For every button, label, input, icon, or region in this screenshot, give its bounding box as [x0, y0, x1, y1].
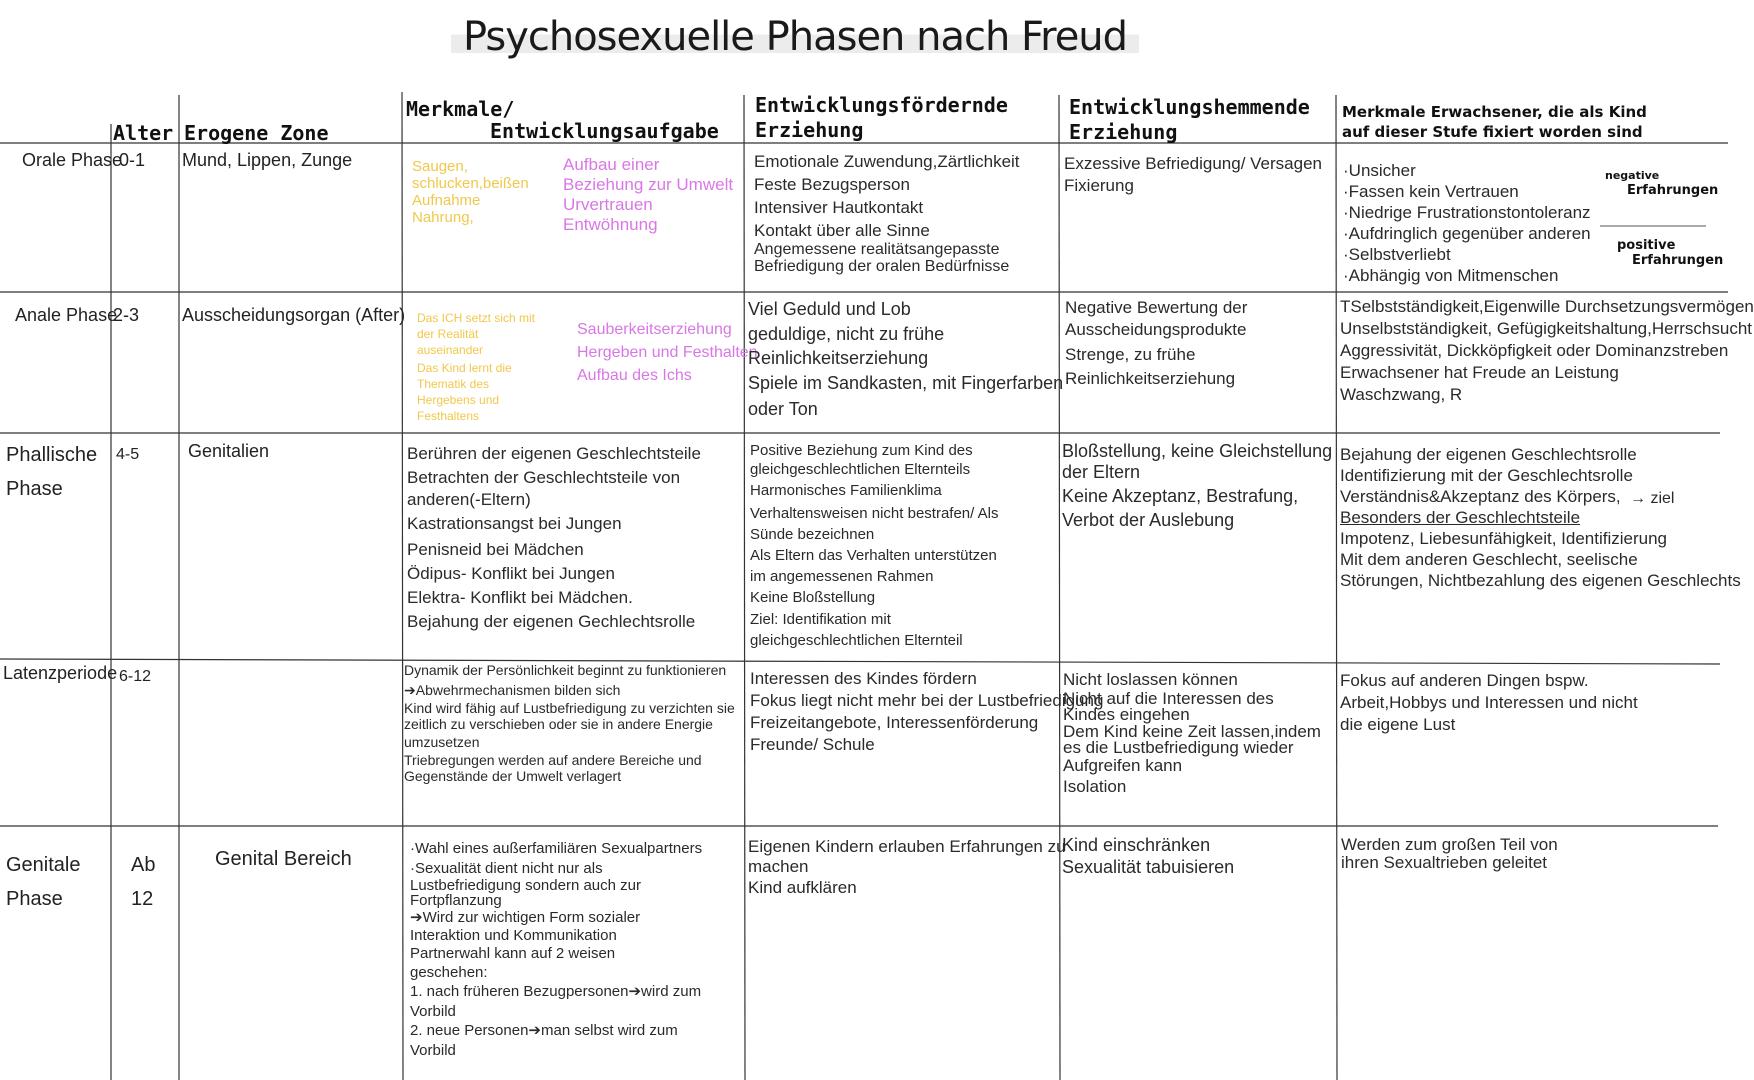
- text-line: Ausscheidungsprodukte: [1065, 320, 1247, 339]
- text-line: Impotenz, Liebesunfähigkeit, Identifizierung: [1340, 529, 1667, 548]
- text-line: es die Lustbefriedigung wieder: [1063, 738, 1294, 757]
- text-line: Bloßstellung, keine Gleichstellung: [1062, 441, 1333, 461]
- text-line: Aufbau des Ichs: [577, 367, 692, 384]
- merkmale-yellow-oral: [412, 158, 562, 268]
- text-line: Berühren der eigenen Geschlechtsteile: [407, 444, 701, 463]
- text-line: Ab: [131, 854, 156, 876]
- text-line: Befriedigung der oralen Bedürfnisse: [754, 258, 1010, 275]
- text-line: Hergeben und Festhalten: [577, 344, 758, 361]
- zone-genital: Genital Bereich: [215, 848, 352, 870]
- text-line: Nahrung,: [412, 209, 474, 226]
- phase-label-anal: Anale Phase: [15, 305, 118, 325]
- text-line: Aufgreifen kann: [1063, 756, 1183, 775]
- text-line: Das Kind lernt die: [417, 361, 512, 375]
- text-line: 2. neue Personen➔man selbst wird zum: [410, 1022, 678, 1039]
- text-line: Reinlichkeitserziehung: [1065, 369, 1236, 388]
- text-line: Fixierung: [1064, 176, 1134, 195]
- text-line: der Eltern: [1062, 462, 1141, 482]
- text-line: Elektra- Konflikt bei Mädchen.: [407, 588, 633, 607]
- text-line: Mit dem anderen Geschlecht, seelische: [1340, 550, 1638, 569]
- merkmale-pink-anal: [577, 318, 758, 398]
- text-line: Erfahrungen: [1632, 253, 1724, 268]
- text-line: Phase: [6, 888, 63, 910]
- text-line: Sünde bezeichnen: [750, 526, 875, 543]
- text-line: Aggressivität, Dickköpfigkeit oder Dominanzstreben: [1340, 341, 1729, 360]
- text-line: Erwachsener hat Freude an Leistung: [1340, 363, 1619, 382]
- text-line: Exzessive Befriedigung/ Versagen: [1064, 154, 1322, 173]
- text-line: Kind wird fähig auf Lustbefriedigung zu verzichten sie: [404, 700, 735, 716]
- text-line: Eigenen Kindern erlauben Erfahrungen zu: [748, 837, 1066, 856]
- text-line: Erfahrungen: [1627, 183, 1719, 198]
- foerdernd-genital: [748, 836, 1066, 916]
- text-line: Lustbefriedigung sondern auch zur: [410, 877, 641, 894]
- text-line: Kind aufklären: [748, 878, 857, 897]
- header-erogene-zone: Erogene Zone: [184, 121, 329, 145]
- text-line: Genitale: [6, 854, 81, 876]
- note-negative: [1605, 168, 1718, 198]
- phase-label-phallisch: [6, 438, 97, 506]
- text-line: Betrachten der Geschlechtsteile von: [407, 468, 681, 487]
- text-line: TSelbstständigkeit,Eigenwille Durchsetzungsvermögen: [1340, 297, 1754, 316]
- text-line: Gegenstände der Umwelt verlagert: [404, 768, 622, 784]
- erwachsen-latenz: [1340, 670, 1640, 750]
- text-line: Kindes eingehen: [1063, 705, 1190, 724]
- text-line: Hergebens und: [417, 393, 500, 407]
- zone-anal: Ausscheidungsorgan (After): [182, 305, 406, 325]
- text-line: Verständnis&Akzeptanz des Körpers,: [1340, 487, 1621, 506]
- merkmale-latenz: [404, 660, 744, 810]
- text-line: Vorbild: [410, 1042, 456, 1059]
- text-line: Isolation: [1063, 777, 1127, 796]
- text-line: Kind einschränken: [1062, 835, 1211, 855]
- text-line: Aufnahme: [412, 192, 481, 209]
- hemmend-genital: [1062, 834, 1334, 894]
- text-line: Sauberkeitserziehung: [577, 321, 732, 338]
- text-line: Ziel: Identifikation mit: [750, 611, 891, 628]
- text-line: Nicht auf die Interessen des: [1063, 689, 1274, 708]
- text-line: Reinlichkeitserziehung: [748, 348, 929, 368]
- text-line: Negative Bewertung der: [1065, 298, 1248, 317]
- text-line: Fokus auf anderen Dingen bspw.: [1340, 671, 1589, 690]
- text-line: ➔Wird zur wichtigen Form sozialer: [410, 909, 641, 926]
- text-line: geschehen:: [410, 964, 488, 981]
- header-hemmend-1: Entwicklungshemmende: [1069, 95, 1310, 119]
- alter-oral: 0-1: [119, 150, 146, 170]
- text-line: anderen(-Eltern): [407, 490, 531, 509]
- text-line: Arbeit,Hobbys und Interessen und nicht: [1340, 693, 1638, 712]
- text-line: ·Sexualität dient nicht nur als: [410, 860, 603, 877]
- text-line: Als Eltern das Verhalten unterstützen: [750, 547, 997, 564]
- text-line: ·Aufdringlich gegenüber anderen: [1343, 224, 1591, 243]
- text-line: Freunde/ Schule: [750, 735, 875, 754]
- hemmend-phallisch: [1062, 441, 1334, 551]
- text-line: Nicht loslassen können: [1063, 670, 1238, 689]
- phase-label-genital: [6, 848, 81, 916]
- header-foerdernd-2: Erziehung: [755, 118, 864, 142]
- header-erwachsen-1: Merkmale Erwachsener, die als Kind: [1342, 103, 1647, 121]
- merkmale-phallisch: [407, 442, 742, 637]
- note-ziel: → ziel: [1630, 490, 1675, 507]
- text-line: Waschzwang, R: [1340, 385, 1463, 404]
- text-line: negative: [1605, 169, 1660, 182]
- text-line: Interaktion und Kommunikation: [410, 927, 617, 944]
- text-line: Fortpflanzung: [410, 892, 502, 909]
- text-line: Verbot der Auslebung: [1062, 510, 1235, 530]
- text-line: umzusetzen: [404, 734, 480, 750]
- text-line: Sexualität tabuisieren: [1062, 857, 1235, 877]
- text-line: Identifizierung mit der Geschlechtsrolle: [1340, 466, 1633, 485]
- text-line: 12: [131, 888, 154, 910]
- text-line: Ödipus- Konflikt bei Jungen: [407, 564, 615, 583]
- text-line: oder Ton: [748, 399, 818, 419]
- text-line: Kastrationsangst bei Jungen: [407, 514, 622, 533]
- text-line: Phase: [6, 478, 63, 500]
- erwachsen-oral: [1343, 160, 1603, 292]
- text-line: Besonders der Geschlechtsteile: [1340, 508, 1581, 527]
- foerdernd-phallisch: [750, 441, 1055, 656]
- text-line: Positive Beziehung zum Kind des: [750, 442, 973, 459]
- text-line: Verhaltensweisen nicht bestrafen/ Als: [750, 505, 999, 522]
- note-divider: [1600, 224, 1706, 228]
- hemmend-anal: [1065, 297, 1335, 427]
- text-line: zeitlich zu verschieben oder sie in andere Energie: [404, 716, 713, 732]
- text-line: schlucken,beißen: [412, 175, 529, 192]
- text-line: 1. nach früheren Bezugpersonen➔wird zum: [410, 983, 702, 1000]
- zone-oral: Mund, Lippen, Zunge: [182, 150, 353, 170]
- foerdernd-oral: [754, 150, 1054, 290]
- text-line: Werden zum großen Teil von: [1341, 835, 1558, 854]
- text-line: Störungen, Nichtbezahlung des eigenen Geschlechts: [1340, 571, 1741, 590]
- text-line: ·Niedrige Frustrationstontoleranz: [1343, 203, 1591, 222]
- header-merkmale-2: Entwicklungsaufgabe: [490, 119, 719, 143]
- phase-label-oral: Orale Phase: [22, 150, 123, 170]
- text-line: Interessen des Kindes fördern: [750, 669, 977, 688]
- foerdernd-latenz: [750, 668, 1104, 778]
- note-positive: [1617, 238, 1723, 268]
- hemmend-oral: [1064, 153, 1334, 273]
- text-line: auseinander: [417, 343, 484, 357]
- zone-latenz: [184, 670, 384, 694]
- text-line: machen: [748, 857, 809, 876]
- text-line: Beziehung zur Umwelt: [563, 175, 734, 194]
- text-line: Fokus liegt nicht mehr bei der Lustbefriedigung: [750, 691, 1104, 710]
- erwachsen-phallisch: [1340, 444, 1741, 604]
- text-line: Dynamik der Persönlichkeit beginnt zu funktionieren: [404, 662, 727, 678]
- merkmale-pink-oral: [563, 155, 743, 265]
- alter-anal: 2-3: [113, 305, 140, 325]
- alter-genital: [131, 848, 155, 916]
- text-line: ·Unsicher: [1343, 161, 1416, 180]
- text-line: Emotionale Zuwendung,Zärtlichkeit: [754, 152, 1020, 171]
- header-erwachsen-2: auf dieser Stufe fixiert worden sind: [1342, 123, 1643, 141]
- zone-phallisch: Genitalien: [188, 441, 270, 461]
- text-line: die eigene Lust: [1340, 715, 1456, 734]
- text-line: ·Wahl eines außerfamiliären Sexualpartners: [410, 840, 703, 857]
- text-line: ·Fassen kein Vertrauen: [1343, 182, 1519, 201]
- text-line: Das ICH setzt sich mit: [417, 311, 536, 325]
- foerdernd-anal: [748, 296, 1064, 426]
- text-line: Bejahung der eigenen Geschlechtsrolle: [1340, 445, 1637, 464]
- text-line: Keine Bloßstellung: [750, 589, 876, 606]
- erwachsen-anal: [1340, 296, 1754, 426]
- text-line: Feste Bezugsperson: [754, 175, 910, 194]
- header-alter: Alter: [113, 121, 174, 145]
- text-line: Dem Kind keine Zeit lassen,indem: [1063, 722, 1321, 741]
- text-line: Thematik des: [417, 377, 490, 391]
- text-line: Unselbstständigkeit, Gefügigkeitshaltung,Herrschsucht: [1340, 319, 1752, 338]
- header-foerdernd-1: Entwicklungsfördernde: [755, 93, 1008, 117]
- text-line: im angemessenen Rahmen: [750, 568, 934, 585]
- text-line: Harmonisches Familienklima: [750, 482, 942, 499]
- text-line: Keine Akzeptanz, Bestrafung,: [1062, 486, 1299, 506]
- hemmend-latenz: [1063, 670, 1335, 800]
- text-line: Urvertrauen: [563, 195, 653, 214]
- text-line: Kontakt über alle Sinne: [754, 221, 930, 240]
- text-line: Strenge, zu frühe: [1065, 345, 1196, 364]
- text-line: ·Selbstverliebt: [1343, 245, 1451, 264]
- text-line: Festhaltens: [417, 409, 480, 423]
- text-line: gleichgeschlechtlichen Elternteil: [750, 632, 963, 649]
- text-line: Saugen,: [412, 158, 468, 175]
- text-line: ➔Abwehrmechanismen bilden sich: [404, 682, 621, 698]
- merkmale-yellow-anal: [417, 310, 567, 430]
- text-line: Angemessene realitätsangepasste: [754, 241, 1000, 258]
- text-line: ihren Sexualtrieben geleitet: [1341, 853, 1548, 872]
- phase-label-latenz: Latenzperiode: [3, 663, 118, 683]
- alter-phallisch: 4-5: [116, 446, 140, 463]
- text-line: Entwöhnung: [563, 215, 658, 234]
- text-line: der Realität: [417, 327, 479, 341]
- header-hemmend-2: Erziehung: [1069, 120, 1178, 144]
- text-line: gleichgeschlechtlichen Elternteils: [750, 461, 971, 478]
- text-line: Aufbau einer: [563, 155, 660, 174]
- text-line: Vorbild: [410, 1003, 456, 1020]
- text-line: Freizeitangebote, Interessenförderung: [750, 713, 1039, 732]
- text-line: ·Abhängig von Mitmenschen: [1343, 266, 1559, 285]
- text-line: positive: [1617, 238, 1676, 253]
- text-line: Penisneid bei Mädchen: [407, 540, 584, 559]
- text-line: Viel Geduld und Lob: [748, 299, 911, 319]
- merkmale-genital: [410, 838, 744, 1078]
- header-merkmale-1: Merkmale/: [406, 97, 515, 121]
- text-line: Intensiver Hautkontakt: [754, 198, 924, 217]
- text-line: Phallische: [6, 444, 98, 466]
- text-line: geduldige, nicht zu frühe: [748, 324, 945, 344]
- text-line: Bejahung der eigenen Gechlechtsrolle: [407, 612, 696, 631]
- page-title-text: Psychosexuelle Phasen nach Freud: [451, 14, 1139, 60]
- text-line: Spiele im Sandkasten, mit Fingerfarben: [748, 373, 1064, 393]
- erwachsen-genital: [1341, 836, 1641, 886]
- text-line: Partnerwahl kann auf 2 weisen: [410, 945, 616, 962]
- text-line: Triebregungen werden auf andere Bereiche und: [404, 752, 702, 768]
- alter-latenz: 6-12: [119, 668, 152, 685]
